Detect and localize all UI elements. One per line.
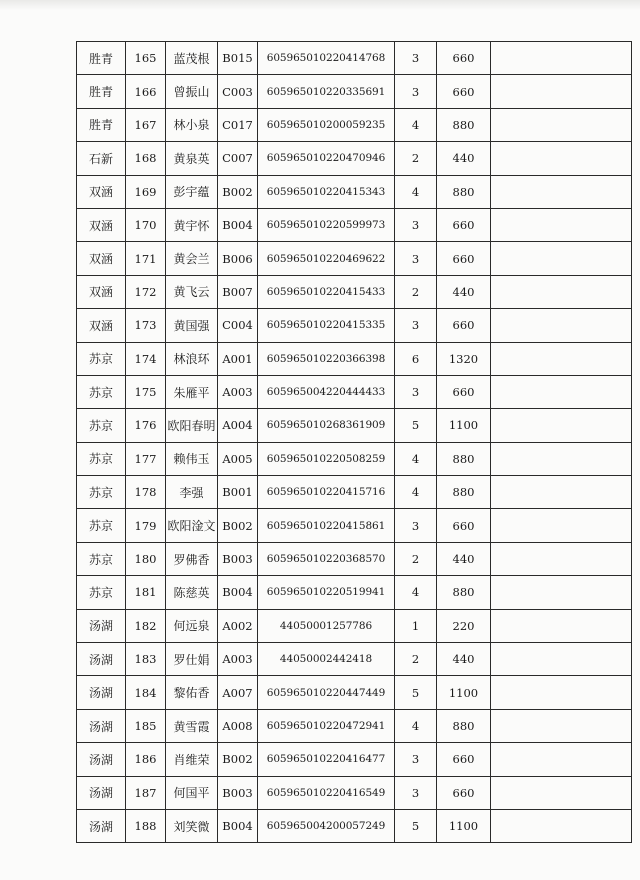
- household-code-cell: B001: [218, 476, 258, 509]
- name-cell: 欧阳春明: [166, 409, 218, 442]
- remarks-cell: [491, 409, 632, 442]
- row-number-cell: 177: [126, 442, 166, 475]
- town-cell: 双涵: [77, 175, 126, 208]
- name-cell: 赖伟玉: [166, 442, 218, 475]
- household-code-cell: B003: [218, 776, 258, 809]
- name-cell: 黄泉英: [166, 142, 218, 175]
- table-row: [77, 42, 632, 75]
- town-cell: 苏京: [77, 342, 126, 375]
- town-cell: 石新: [77, 142, 126, 175]
- household-code-cell: A003: [218, 375, 258, 408]
- name-cell: 李强: [166, 476, 218, 509]
- household-code-cell: A003: [218, 643, 258, 676]
- remarks-cell: [491, 609, 632, 642]
- town-cell: 双涵: [77, 242, 126, 275]
- town-cell: 胜青: [77, 42, 126, 75]
- table-row: [77, 342, 632, 375]
- amount-cell: 440: [437, 643, 491, 676]
- quantity-cell: 3: [395, 743, 437, 776]
- table-row: [77, 676, 632, 709]
- household-code-cell: B003: [218, 542, 258, 575]
- household-code-cell: B002: [218, 743, 258, 776]
- table-row: [77, 275, 632, 308]
- row-number-cell: 166: [126, 75, 166, 108]
- town-cell: 汤湖: [77, 643, 126, 676]
- name-cell: 林浪环: [166, 342, 218, 375]
- remarks-cell: [491, 542, 632, 575]
- name-cell: 曾振山: [166, 75, 218, 108]
- amount-cell: 660: [437, 509, 491, 542]
- bank-account-cell: 605965010220416549: [258, 776, 395, 809]
- amount-cell: 660: [437, 743, 491, 776]
- remarks-cell: [491, 643, 632, 676]
- household-code-cell: B006: [218, 242, 258, 275]
- town-cell: 苏京: [77, 409, 126, 442]
- table-row: [77, 743, 632, 776]
- table-row: [77, 309, 632, 342]
- bank-account-cell: 605965010220519941: [258, 576, 395, 609]
- quantity-cell: 3: [395, 242, 437, 275]
- town-cell: 苏京: [77, 476, 126, 509]
- remarks-cell: [491, 743, 632, 776]
- bank-account-cell: 605965010220416477: [258, 743, 395, 776]
- quantity-cell: 5: [395, 809, 437, 842]
- row-number-cell: 168: [126, 142, 166, 175]
- household-code-cell: C017: [218, 108, 258, 141]
- amount-cell: 220: [437, 609, 491, 642]
- bank-account-cell: 605965010220368570: [258, 542, 395, 575]
- amount-cell: 660: [437, 42, 491, 75]
- town-cell: 双涵: [77, 309, 126, 342]
- row-number-cell: 184: [126, 676, 166, 709]
- bank-account-cell: 605965010220415716: [258, 476, 395, 509]
- amount-cell: 660: [437, 309, 491, 342]
- quantity-cell: 3: [395, 208, 437, 241]
- table-body: [77, 42, 632, 843]
- town-cell: 双涵: [77, 275, 126, 308]
- household-code-cell: B004: [218, 576, 258, 609]
- row-number-cell: 176: [126, 409, 166, 442]
- amount-cell: 440: [437, 275, 491, 308]
- name-cell: 黄飞云: [166, 275, 218, 308]
- quantity-cell: 2: [395, 275, 437, 308]
- subsidy-register-table: [76, 41, 632, 843]
- amount-cell: 1100: [437, 409, 491, 442]
- bank-account-cell: 605965004220444433: [258, 375, 395, 408]
- town-cell: 苏京: [77, 509, 126, 542]
- bank-account-cell: 605965010220470946: [258, 142, 395, 175]
- remarks-cell: [491, 676, 632, 709]
- name-cell: 黄宇怀: [166, 208, 218, 241]
- table-row: [77, 509, 632, 542]
- town-cell: 胜青: [77, 108, 126, 141]
- row-number-cell: 181: [126, 576, 166, 609]
- quantity-cell: 3: [395, 309, 437, 342]
- name-cell: 黄雪霞: [166, 709, 218, 742]
- name-cell: 何远泉: [166, 609, 218, 642]
- table-row: [77, 476, 632, 509]
- name-cell: 彭宇蕴: [166, 175, 218, 208]
- town-cell: 双涵: [77, 208, 126, 241]
- row-number-cell: 186: [126, 743, 166, 776]
- table-row: [77, 542, 632, 575]
- amount-cell: 1100: [437, 676, 491, 709]
- name-cell: 陈慈英: [166, 576, 218, 609]
- row-number-cell: 170: [126, 208, 166, 241]
- row-number-cell: 175: [126, 375, 166, 408]
- remarks-cell: [491, 776, 632, 809]
- household-code-cell: B002: [218, 509, 258, 542]
- bank-account-cell: 44050001257786: [258, 609, 395, 642]
- amount-cell: 880: [437, 576, 491, 609]
- household-code-cell: A007: [218, 676, 258, 709]
- household-code-cell: B007: [218, 275, 258, 308]
- row-number-cell: 187: [126, 776, 166, 809]
- quantity-cell: 6: [395, 342, 437, 375]
- row-number-cell: 167: [126, 108, 166, 141]
- remarks-cell: [491, 342, 632, 375]
- quantity-cell: 3: [395, 42, 437, 75]
- town-cell: 汤湖: [77, 609, 126, 642]
- household-code-cell: A008: [218, 709, 258, 742]
- household-code-cell: C003: [218, 75, 258, 108]
- bank-account-cell: 605965010220415343: [258, 175, 395, 208]
- household-code-cell: A004: [218, 409, 258, 442]
- name-cell: 朱雁平: [166, 375, 218, 408]
- amount-cell: 880: [437, 175, 491, 208]
- remarks-cell: [491, 576, 632, 609]
- name-cell: 黎佑香: [166, 676, 218, 709]
- quantity-cell: 3: [395, 375, 437, 408]
- row-number-cell: 182: [126, 609, 166, 642]
- amount-cell: 440: [437, 142, 491, 175]
- remarks-cell: [491, 42, 632, 75]
- remarks-cell: [491, 175, 632, 208]
- table-row: [77, 776, 632, 809]
- remarks-cell: [491, 809, 632, 842]
- bank-account-cell: 605965010220415861: [258, 509, 395, 542]
- amount-cell: 880: [437, 476, 491, 509]
- remarks-cell: [491, 476, 632, 509]
- amount-cell: 880: [437, 442, 491, 475]
- table-row: [77, 242, 632, 275]
- remarks-cell: [491, 509, 632, 542]
- town-cell: 汤湖: [77, 809, 126, 842]
- table-row: [77, 175, 632, 208]
- town-cell: 汤湖: [77, 776, 126, 809]
- town-cell: 胜青: [77, 75, 126, 108]
- table-row: [77, 75, 632, 108]
- bank-account-cell: 605965010220366398: [258, 342, 395, 375]
- household-code-cell: B002: [218, 175, 258, 208]
- town-cell: 苏京: [77, 375, 126, 408]
- bank-account-cell: 605965010220447449: [258, 676, 395, 709]
- quantity-cell: 5: [395, 409, 437, 442]
- quantity-cell: 5: [395, 676, 437, 709]
- row-number-cell: 174: [126, 342, 166, 375]
- name-cell: 刘笑微: [166, 809, 218, 842]
- name-cell: 林小泉: [166, 108, 218, 141]
- household-code-cell: B004: [218, 809, 258, 842]
- row-number-cell: 165: [126, 42, 166, 75]
- town-cell: 汤湖: [77, 743, 126, 776]
- amount-cell: 880: [437, 709, 491, 742]
- row-number-cell: 178: [126, 476, 166, 509]
- table-row: [77, 208, 632, 241]
- quantity-cell: 3: [395, 776, 437, 809]
- bank-account-cell: 605965004200057249: [258, 809, 395, 842]
- amount-cell: 880: [437, 108, 491, 141]
- name-cell: 欧阳淦文: [166, 509, 218, 542]
- amount-cell: 660: [437, 375, 491, 408]
- name-cell: 黄会兰: [166, 242, 218, 275]
- household-code-cell: B004: [218, 208, 258, 241]
- bank-account-cell: 605965010220508259: [258, 442, 395, 475]
- bank-account-cell: 605965010220469622: [258, 242, 395, 275]
- table-row: [77, 609, 632, 642]
- household-code-cell: B015: [218, 42, 258, 75]
- quantity-cell: 4: [395, 476, 437, 509]
- table-row: [77, 409, 632, 442]
- bank-account-cell: 605965010220415335: [258, 309, 395, 342]
- household-code-cell: A002: [218, 609, 258, 642]
- bank-account-cell: 605965010220335691: [258, 75, 395, 108]
- amount-cell: 1100: [437, 809, 491, 842]
- bank-account-cell: 605965010220472941: [258, 709, 395, 742]
- amount-cell: 660: [437, 776, 491, 809]
- remarks-cell: [491, 242, 632, 275]
- quantity-cell: 2: [395, 643, 437, 676]
- amount-cell: 1320: [437, 342, 491, 375]
- row-number-cell: 173: [126, 309, 166, 342]
- remarks-cell: [491, 375, 632, 408]
- remarks-cell: [491, 709, 632, 742]
- bank-account-cell: 605965010220415433: [258, 275, 395, 308]
- table-row: [77, 576, 632, 609]
- remarks-cell: [491, 208, 632, 241]
- bank-account-cell: 605965010268361909: [258, 409, 395, 442]
- remarks-cell: [491, 442, 632, 475]
- remarks-cell: [491, 275, 632, 308]
- name-cell: 蓝茂根: [166, 42, 218, 75]
- quantity-cell: 3: [395, 75, 437, 108]
- table-row: [77, 442, 632, 475]
- table-row: [77, 643, 632, 676]
- household-code-cell: A005: [218, 442, 258, 475]
- row-number-cell: 185: [126, 709, 166, 742]
- table-row: [77, 142, 632, 175]
- table-row: [77, 108, 632, 141]
- town-cell: 苏京: [77, 542, 126, 575]
- row-number-cell: 188: [126, 809, 166, 842]
- household-code-cell: C004: [218, 309, 258, 342]
- table-row: [77, 375, 632, 408]
- remarks-cell: [491, 309, 632, 342]
- remarks-cell: [491, 108, 632, 141]
- quantity-cell: 4: [395, 175, 437, 208]
- amount-cell: 660: [437, 242, 491, 275]
- household-code-cell: C007: [218, 142, 258, 175]
- bank-account-cell: 605965010220599973: [258, 208, 395, 241]
- name-cell: 何国平: [166, 776, 218, 809]
- quantity-cell: 3: [395, 509, 437, 542]
- quantity-cell: 4: [395, 442, 437, 475]
- town-cell: 苏京: [77, 442, 126, 475]
- row-number-cell: 171: [126, 242, 166, 275]
- quantity-cell: 1: [395, 609, 437, 642]
- name-cell: 罗仕娟: [166, 643, 218, 676]
- row-number-cell: 180: [126, 542, 166, 575]
- remarks-cell: [491, 142, 632, 175]
- town-cell: 汤湖: [77, 676, 126, 709]
- amount-cell: 660: [437, 75, 491, 108]
- amount-cell: 440: [437, 542, 491, 575]
- row-number-cell: 172: [126, 275, 166, 308]
- quantity-cell: 4: [395, 709, 437, 742]
- table-row: [77, 709, 632, 742]
- bank-account-cell: 605965010220414768: [258, 42, 395, 75]
- row-number-cell: 179: [126, 509, 166, 542]
- quantity-cell: 2: [395, 142, 437, 175]
- name-cell: 肖维荣: [166, 743, 218, 776]
- quantity-cell: 2: [395, 542, 437, 575]
- bank-account-cell: 605965010200059235: [258, 108, 395, 141]
- row-number-cell: 169: [126, 175, 166, 208]
- row-number-cell: 183: [126, 643, 166, 676]
- table-row: [77, 809, 632, 842]
- name-cell: 黄国强: [166, 309, 218, 342]
- quantity-cell: 4: [395, 108, 437, 141]
- quantity-cell: 4: [395, 576, 437, 609]
- household-code-cell: A001: [218, 342, 258, 375]
- town-cell: 苏京: [77, 576, 126, 609]
- remarks-cell: [491, 75, 632, 108]
- scan-edge-shadow: [0, 0, 640, 10]
- name-cell: 罗佛香: [166, 542, 218, 575]
- bank-account-cell: 44050002442418: [258, 643, 395, 676]
- town-cell: 汤湖: [77, 709, 126, 742]
- amount-cell: 660: [437, 208, 491, 241]
